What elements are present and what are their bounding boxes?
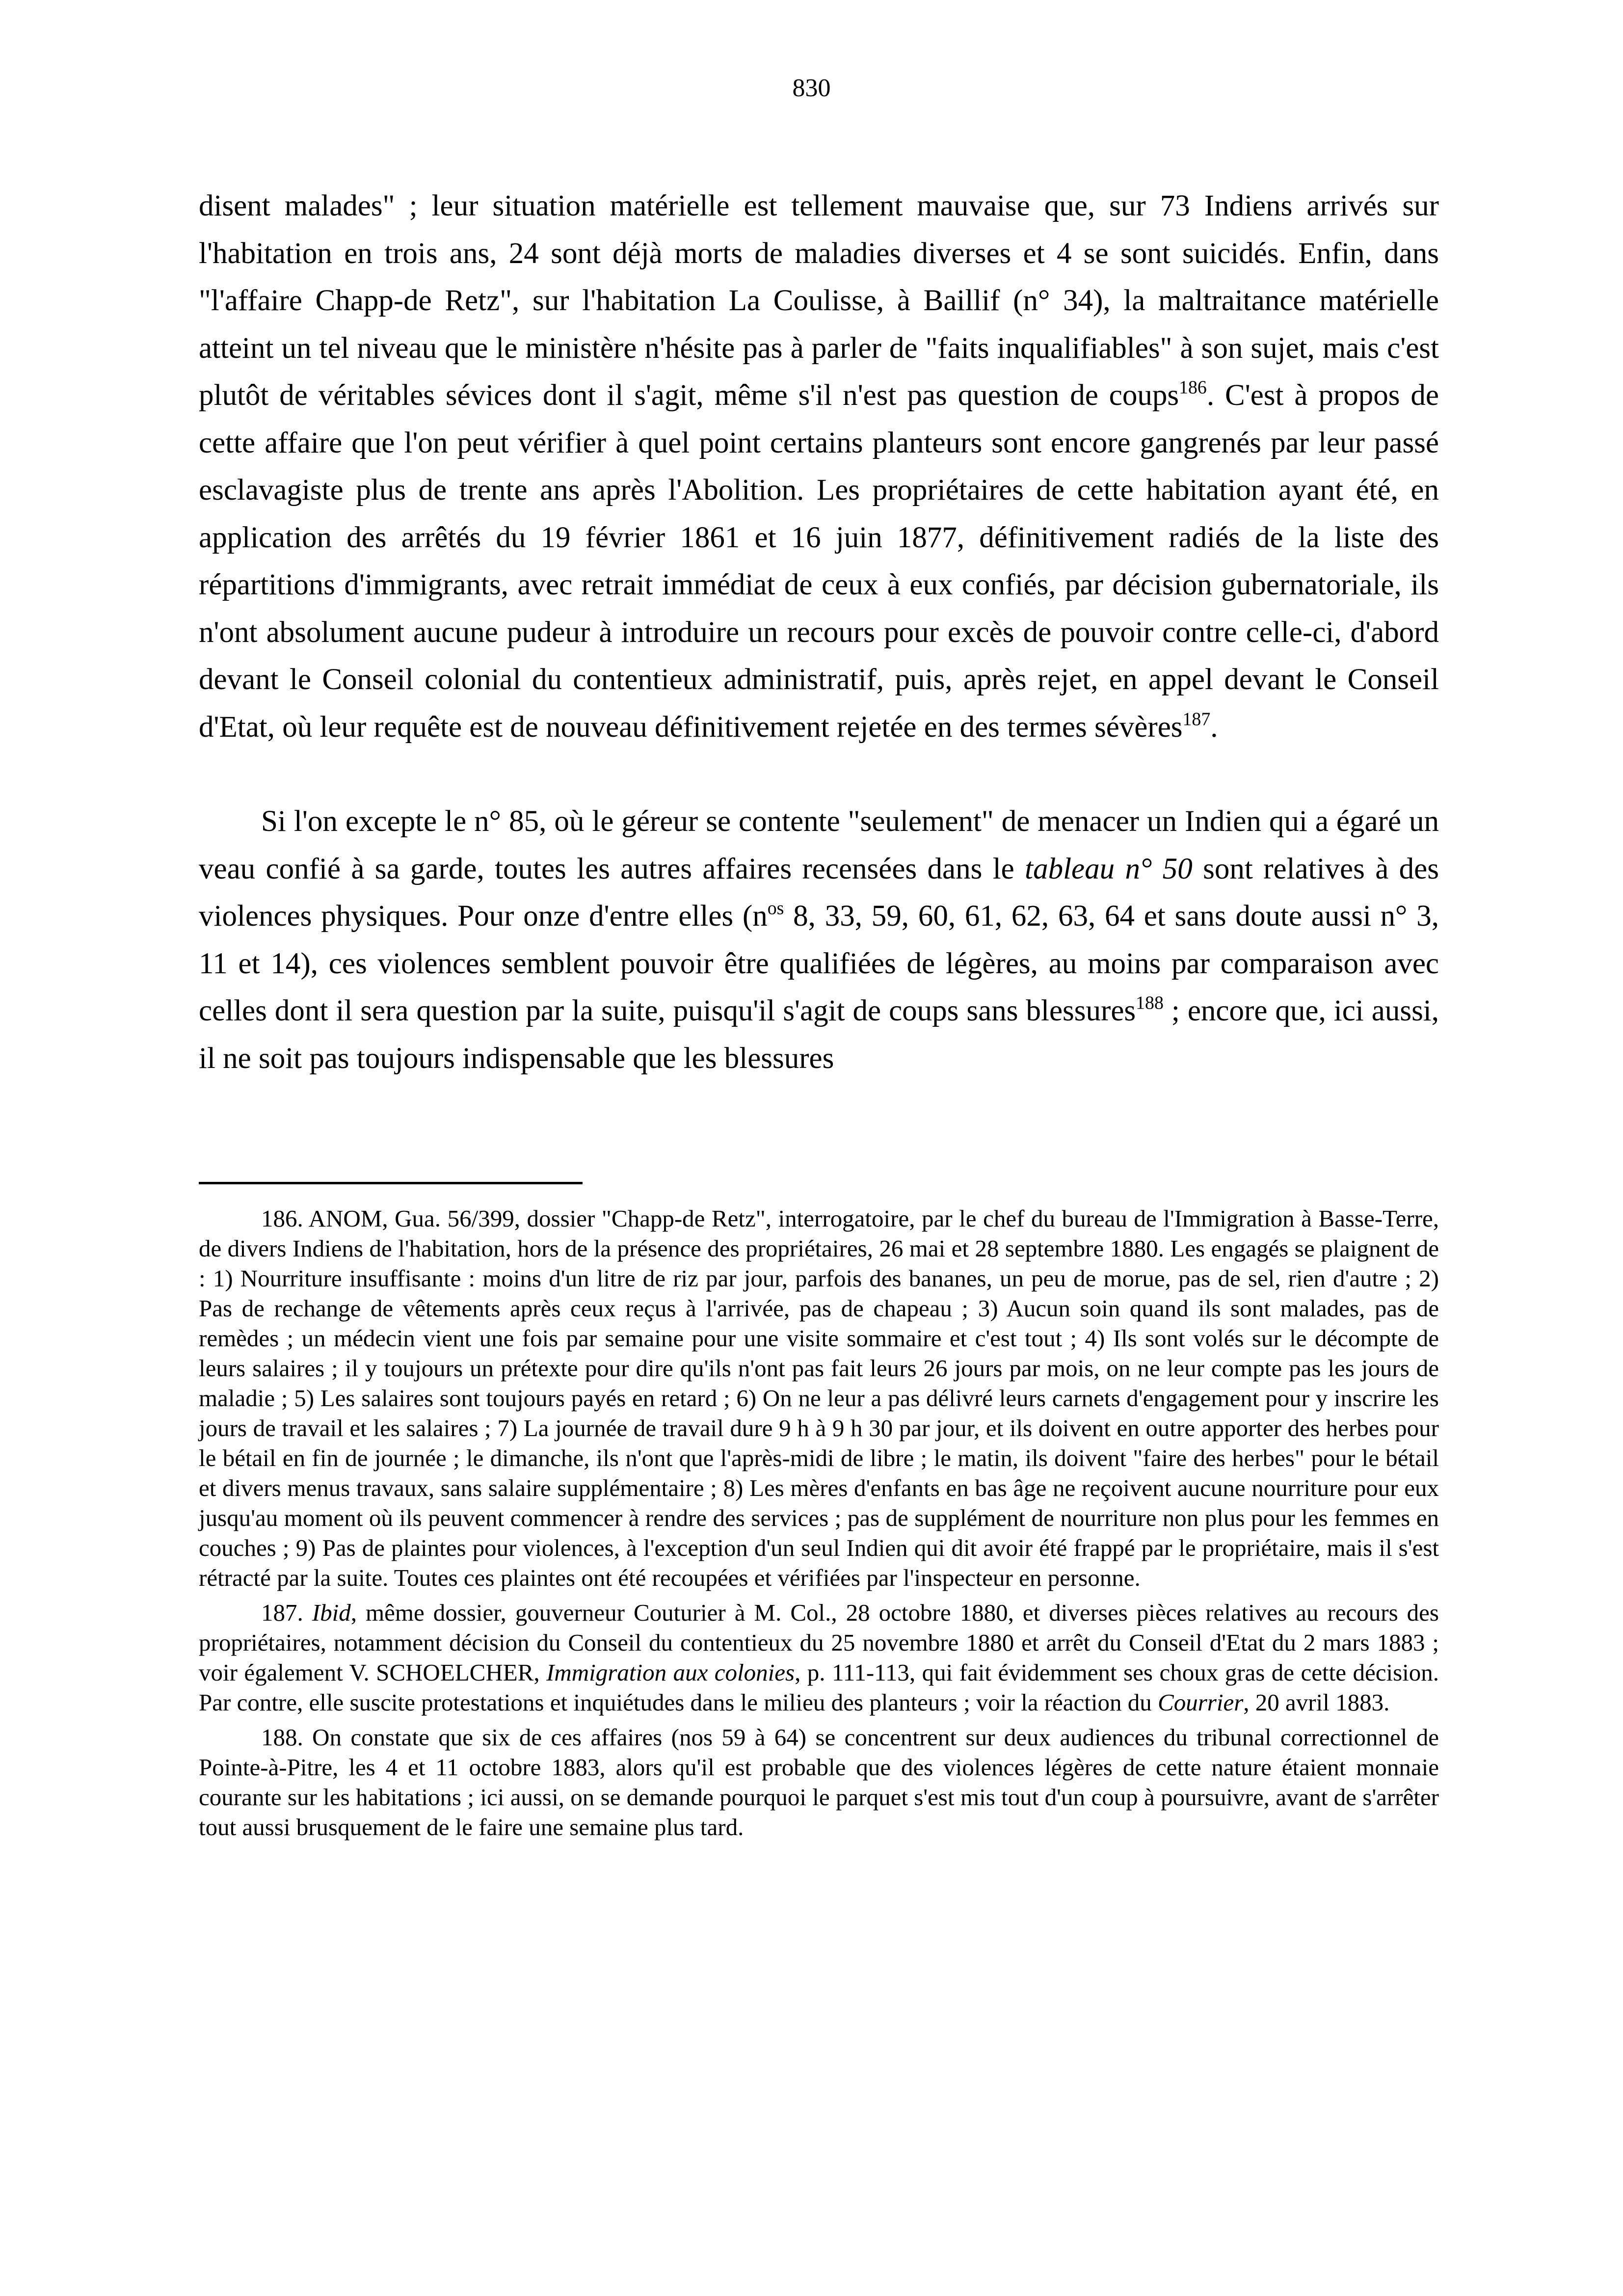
text-run: 8, 33, 59, 60, 61, 62, 63, 64 et sans doute aussi n° 3, 11 et 14), ces violences semblent pouvoir être qualifiées de légères, au moins par comparaison avec celles dont il sera question par la suite, puisqu'il s'agit de coups sans blessures: [199, 900, 1439, 1027]
footnote-188: [199, 1722, 1439, 1842]
footnote-text: 188. On constate que six de ces affaires (nos 59 à 64) se concentrent sur deux audiences du tribunal correctionnel de Pointe-à-Pitre, les 4 et 11 octobre 1883, alors qu'il est probable que des violences légères de cette nature étaient monnaie courante sur les habitations ; ici aussi, on se demande pourquoi le parquet s'est mis tout d'un coup à poursuivre, avant de s'arrêter tout aussi brusquement de le faire une semaine plus tard.: [199, 1724, 1439, 1841]
footnote-187: [199, 1598, 1439, 1717]
footnote-text: , p. 111-113, qui fait évidemment ses choux gras de cette décision. Par contre, elle suscite protestations et inquiétudes dans le milieu des planteurs ; voir la réaction du: [199, 1659, 1439, 1716]
footnote-ref-188[interactable]: 188: [1136, 992, 1164, 1014]
paragraph: [199, 798, 1439, 1082]
footnote-ref-187[interactable]: 187: [1182, 709, 1211, 730]
main-text: [199, 183, 1439, 1082]
italic-table-reference: tableau n° 50: [1025, 852, 1193, 885]
superscript-os: os: [767, 898, 784, 919]
footnote-text: 187.: [261, 1599, 312, 1626]
footnote-ref-186[interactable]: 186: [1179, 377, 1207, 398]
footnote-text: , 20 avril 1883.: [1243, 1689, 1390, 1716]
page-number: 830: [792, 74, 831, 102]
footnote-text: 186. ANOM, Gua. 56/399, dossier "Chapp-de Retz", interrogatoire, par le chef du bureau de l'Immigration à Basse-Terre, de divers Indiens de l'habitation, hors de la présence des propriétaires, 26 mai et 28 septembre 1880. Les engagés se plaignent de : 1) Nourriture insuffisante : moins d'un litre de riz par jour, parfois des bananes, un peu de morue, pas de sel, rien d'autre ; 2) Pas de rechange de vêtements après ceux reçus à l'arrivée, pas de chapeau ; 3) Aucun soin quand ils sont malades, pas de remèdes ; un médecin vient une fois par semaine pour une visite sommaire et c'est tout ; 4) Ils sont volés sur le décompte de leurs salaires ; il y toujours un prétexte pour dire qu'ils n'ont pas fait leurs 26 jours par mois, on ne leur compte pas les jours de maladie ; 5) Les salaires sont toujours payés en retard ; 6) On ne leur a pas délivré leurs carnets d'engagement pour y inscrire les jours de travail et les salaires ; 7) La journée de travail dure 9 h à 9 h 30 par jour, et ils doivent en outre apporter des herbes pour le bétail en fin de journée ; le dimanche, ils n'ont que l'après-midi de libre ; le matin, ils doivent "faire des herbes" pour le bétail et divers menus travaux, sans salaire supplémentaire ; 8) Les mères d'enfants en bas âge ne reçoivent aucune nourriture pour eux jusqu'au moment où ils peuvent commencer à rendre des services ; pas de supplément de nourriture non plus pour les femmes en couches ; 9) Pas de plaintes pour violences, à l'exception d'un seul Indien qui dit avoir été frappé par le propriétaire, mais il s'est rétracté par la suite. Toutes ces plaintes ont été recoupées et vérifiées par l'inspecteur en personne.: [199, 1205, 1439, 1591]
footnote-separator: [199, 1182, 583, 1184]
italic-book-title: Immigration aux colonies: [546, 1659, 795, 1686]
footnotes: [199, 1203, 1439, 1842]
footnote-186: [199, 1203, 1439, 1593]
footnote-text: , même dossier, gouverneur Couturier à M. Col., 28 octobre 1880, et diverses pièces relatives au recours des propriétaires, notamment décision du Conseil du contentieux du 25 novembre 1880 et arrêt du Conseil d'Etat du 2 mars 1883 ; voir également V. SCHOELCHER,: [199, 1599, 1439, 1686]
text-run: sont relatives à des violences physiques. Pour onze d'entre elles (n: [199, 852, 1439, 933]
text-run: Si l'on excepte le n° 85, où le géreur se contente "seulement" de menacer un Indien qui a égaré un veau confié à sa garde, toutes les autres affaires recensées dans le: [199, 805, 1439, 885]
text-run: disent malades" ; leur situation matérielle est tellement mauvaise que, sur 73 Indiens arrivés sur l'habitation en trois ans, 24 sont déjà morts de maladies diverses et 4 se sont suicidés. Enfin, dans "l'affaire Chapp-de Retz", sur l'habitation La Coulisse, à Baillif (n° 34), la maltraitance matérielle atteint un tel niveau que le ministère n'hésite pas à parler de "faits inqualifiables" à son sujet, mais c'est plutôt de véritables sévices dont il s'agit, même s'il n'est pas question de coups: [199, 189, 1439, 412]
italic-ibid: Ibid: [312, 1599, 351, 1626]
text-run: ; encore que, ici aussi, il ne soit pas toujours indispensable que les blessures: [199, 994, 1439, 1075]
text-run: . C'est à propos de cette affaire que l'on peut vérifier à quel point certains planteurs sont encore gangrenés par leur passé esclavagiste plus de trente ans après l'Abolition. Les propriétaires de cette habitation ayant été, en application des arrêtés du 19 février 1861 et 16 juin 1877, définitivement radiés de la liste des répartitions d'immigrants, avec retrait immédiat de ceux à eux confiés, par décision gubernatoriale, ils n'ont absolument aucune pudeur à introduire un recours pour excès de pouvoir contre celle-ci, d'abord devant le Conseil colonial du contentieux administratif, puis, après rejet, en appel devant le Conseil d'Etat, où leur requête est de nouveau définitivement rejetée en des termes sévères: [199, 379, 1439, 744]
italic-newspaper-title: Courrier: [1158, 1689, 1244, 1716]
paragraph-continuation: [199, 183, 1439, 751]
text-run: .: [1210, 710, 1218, 744]
